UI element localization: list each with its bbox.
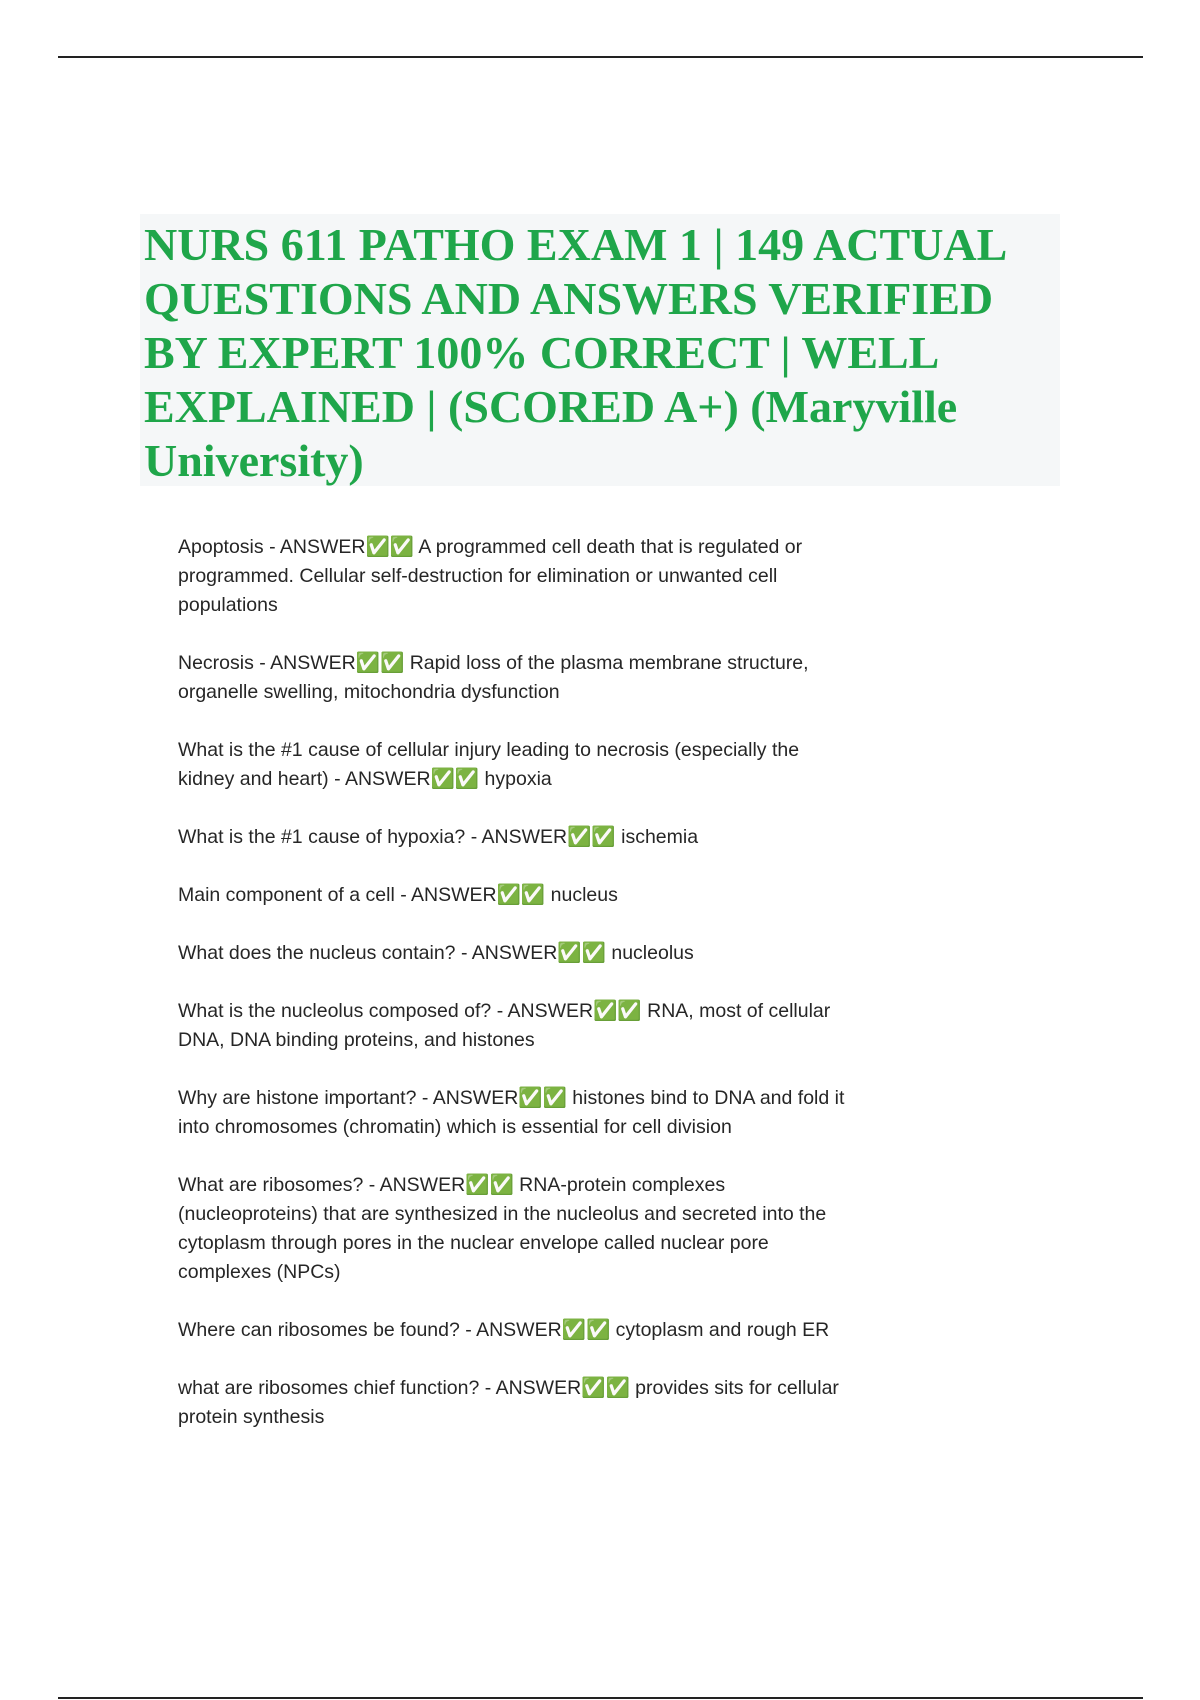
answer-marker: - ANSWER bbox=[269, 536, 366, 558]
check-mark-icon: ✅✅ bbox=[430, 768, 480, 790]
question-text: What does the nucleus contain? bbox=[178, 942, 456, 964]
answer-text: RNA, most of cellular DNA, DNA binding proteins, and histones bbox=[178, 1000, 831, 1051]
answer-text: histones bind to DNA and fold it into chromosomes (chromatin) which is essential for cell division bbox=[178, 1087, 845, 1138]
check-mark-icon: ✅✅ bbox=[355, 652, 405, 674]
document-title: NURS 611 PATHO EXAM 1 | 149 ACTUAL QUESTIONS AND ANSWERS VERIFIED BY EXPERT 100% CORRECT | WELL EXPLAINED | (SCORED A+) (Maryville University) bbox=[144, 219, 1005, 486]
question-text: What is the #1 cause of hypoxia? bbox=[178, 826, 466, 848]
answer-marker: - ANSWER bbox=[334, 768, 431, 790]
check-mark-icon: ✅✅ bbox=[557, 942, 606, 964]
qa-item bbox=[178, 823, 858, 852]
answer-marker: - ANSWER bbox=[460, 942, 558, 964]
top-rule bbox=[58, 56, 1143, 58]
qa-item bbox=[178, 997, 858, 1055]
title-banner bbox=[140, 214, 1060, 486]
check-mark-icon: ✅✅ bbox=[581, 1377, 630, 1399]
answer-text: A programmed cell death that is regulated or programmed. Cellular self-destruction for elimination or unwanted cell populations bbox=[178, 536, 803, 616]
check-mark-icon: ✅✅ bbox=[496, 884, 546, 906]
question-text: what are ribosomes chief function? bbox=[178, 1377, 480, 1399]
answer-text: Rapid loss of the plasma membrane structure, organelle swelling, mitochondria dysfunction bbox=[178, 652, 809, 703]
check-mark-icon: ✅✅ bbox=[365, 536, 415, 558]
qa-list bbox=[178, 533, 858, 1461]
question-text: Necrosis bbox=[178, 652, 254, 674]
question-text: What are ribosomes? bbox=[178, 1174, 364, 1196]
answer-text: cytoplasm and rough ER bbox=[615, 1319, 830, 1341]
qa-item bbox=[178, 533, 858, 620]
qa-item bbox=[178, 1171, 858, 1287]
answer-marker: - ANSWER bbox=[421, 1087, 519, 1109]
answer-text: provides sits for cellular protein synthesis bbox=[178, 1377, 839, 1428]
check-mark-icon: ✅✅ bbox=[465, 1174, 514, 1196]
answer-text: nucleus bbox=[550, 884, 618, 906]
question-text: Apoptosis bbox=[178, 536, 264, 558]
qa-item bbox=[178, 939, 858, 968]
answer-text: nucleolus bbox=[611, 942, 694, 964]
check-mark-icon: ✅✅ bbox=[593, 1000, 642, 1022]
qa-item bbox=[178, 1374, 858, 1432]
bottom-rule bbox=[58, 1697, 1143, 1699]
answer-marker: - ANSWER bbox=[470, 826, 568, 848]
question-text: What is the nucleolus composed of? bbox=[178, 1000, 492, 1022]
answer-marker: - ANSWER bbox=[465, 1319, 562, 1341]
answer-marker: - ANSWER bbox=[259, 652, 356, 674]
check-mark-icon: ✅✅ bbox=[567, 826, 616, 848]
check-mark-icon: ✅✅ bbox=[518, 1087, 567, 1109]
qa-item bbox=[178, 881, 858, 910]
question-text: Why are histone important? bbox=[178, 1087, 417, 1109]
question-text: Where can ribosomes be found? bbox=[178, 1319, 460, 1341]
answer-text: ischemia bbox=[621, 826, 699, 848]
qa-item bbox=[178, 1084, 858, 1142]
question-text: Main component of a cell bbox=[178, 884, 395, 906]
qa-item bbox=[178, 736, 858, 794]
qa-item bbox=[178, 649, 858, 707]
answer-marker: - ANSWER bbox=[400, 884, 497, 906]
qa-item bbox=[178, 1316, 858, 1345]
answer-text: RNA-protein complexes (nucleoproteins) that are synthesized in the nucleolus and secreted into the cytoplasm through pores in the nuclear envelope called nuclear pore complexes (NPCs) bbox=[178, 1174, 827, 1283]
answer-marker: - ANSWER bbox=[368, 1174, 466, 1196]
answer-marker: - ANSWER bbox=[496, 1000, 594, 1022]
answer-marker: - ANSWER bbox=[484, 1377, 582, 1399]
answer-text: hypoxia bbox=[484, 768, 552, 790]
question-text: What is the #1 cause of cellular injury leading to necrosis (especially the kidney and heart) bbox=[178, 739, 800, 790]
check-mark-icon: ✅✅ bbox=[561, 1319, 611, 1341]
